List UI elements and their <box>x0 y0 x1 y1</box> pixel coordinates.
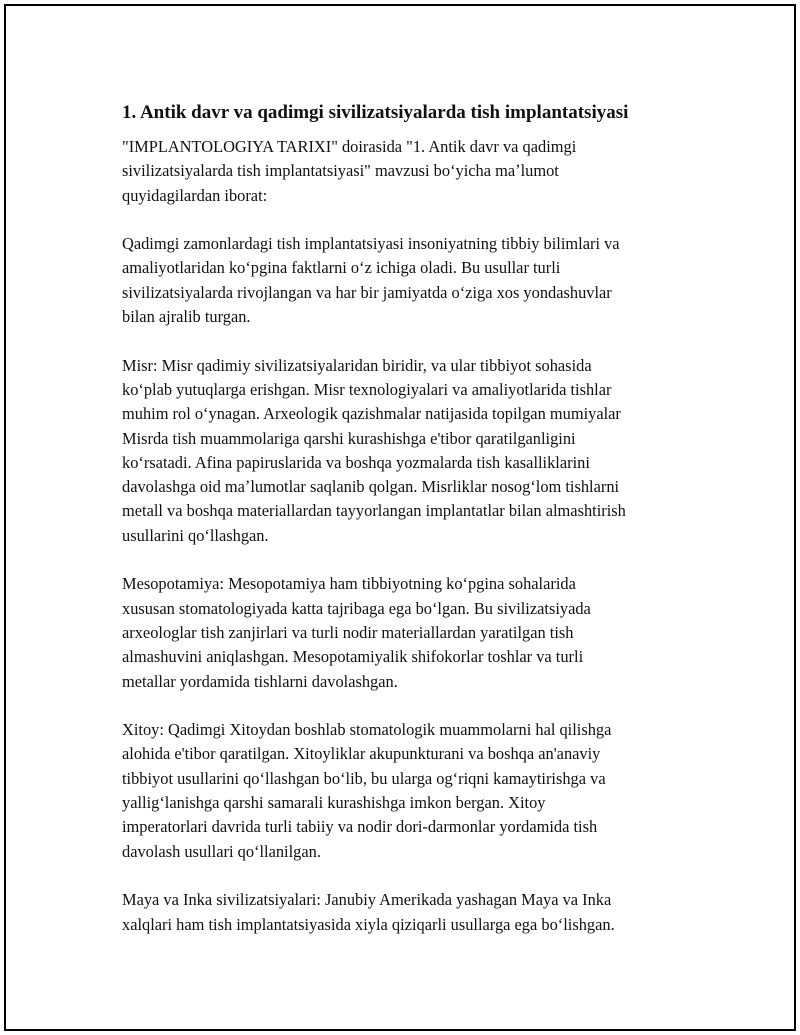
text-line: bilan ajralib turgan. <box>122 307 251 327</box>
text-line: amaliyotlaridan koʻpgina faktlarni oʻz ichiga oladi. Bu usullar turli <box>122 258 561 278</box>
text-line: imperatorlari davrida turli tabiiy va nodir dori-darmonlar yordamida tish <box>122 817 598 837</box>
text-line: arxeologlar tish zanjirlari va turli nodir materiallardan yaratilgan tish <box>122 622 574 642</box>
paragraph-egypt <box>120 354 690 548</box>
text-line: alohida e'tibor qaratilgan. Xitoyliklar akupunkturani va boshqa an'anaviy <box>122 744 601 764</box>
paragraph-china <box>120 718 690 864</box>
text-line: almashuvini aniqlashgan. Mesopotamiyalik shifokorlar toshlar va turli <box>122 647 584 667</box>
text-line: muhim rol oʻynagan. Arxeologik qazishmalar natijasida topilgan mumiyalar <box>122 404 621 424</box>
text-line: tibbiyot usullarini qoʻllashgan boʻlib, bu ularga ogʻriqni kamaytirishga va <box>122 768 606 788</box>
text-line: Qadimgi zamonlardagi tish implantatsiyasi insoniyatning tibbiy bilimlari va <box>122 234 620 254</box>
document-title: 1. Antik davr va qadimgi sivilizatsiyalarda tish implantatsiyasi <box>122 102 629 123</box>
paragraph-overview <box>120 232 690 329</box>
text-line: metall va boshqa materiallardan tayyorlangan implantatlar bilan almashtirish <box>122 501 626 521</box>
text-line: koʻplab yutuqlarga erishgan. Misr texnologiyalari va amaliyotlarida tishlar <box>122 379 612 399</box>
text-line: Maya va Inka sivilizatsiyalari: Janubiy Amerikada yashagan Maya va Inka <box>122 890 612 910</box>
text-line: koʻrsatadi. Afina papiruslarida va boshqa yozmalarda tish kasalliklarini <box>122 452 590 472</box>
document-body <box>120 100 690 961</box>
text-line: yalligʻlanishga qarshi samarali kurashishga imkon bergan. Xitoy <box>122 793 546 813</box>
text-line: quyidagilardan iborat: <box>122 185 268 205</box>
page-frame <box>4 4 796 1031</box>
paragraph-maya-inca <box>120 888 690 937</box>
text-line: davolashga oid maʼlumotlar saqlanib qolgan. Misrliklar nosogʻlom tishlarni <box>122 477 620 497</box>
text-line: metallar yordamida tishlarni davolashgan. <box>122 671 398 691</box>
text-line: usullarini qoʻllashgan. <box>122 525 269 545</box>
text-line: davolash usullari qoʻllanilgan. <box>122 841 321 861</box>
paragraph-intro <box>120 135 690 208</box>
text-line: Xitoy: Qadimgi Xitoydan boshlab stomatologik muammolarni hal qilishga <box>122 720 612 740</box>
text-line: sivilizatsiyalarda tish implantatsiyasi" mavzusi boʻyicha maʼlumot <box>122 161 559 181</box>
text-line: Misr: Misr qadimiy sivilizatsiyalaridan biridir, va ular tibbiyot sohasida <box>122 355 592 375</box>
text-line: Misrda tish muammolariga qarshi kurashishga e'tibor qaratilganligini <box>122 428 576 448</box>
text-line: sivilizatsiyalarda rivojlangan va har bir jamiyatda oʻziga xos yondashuvlar <box>122 282 612 302</box>
paragraph-mesopotamia <box>120 572 690 693</box>
text-line: "IMPLANTOLOGIYA TARIXI" doirasida "1. Antik davr va qadimgi <box>122 137 577 156</box>
text-line: Mesopotamiya: Mesopotamiya ham tibbiyotning koʻpgina sohalarida <box>122 574 576 594</box>
text-line: xususan stomatologiyada katta tajribaga ega boʻlgan. Bu sivilizatsiyada <box>122 598 591 618</box>
text-line: xalqlari ham tish implantatsiyasida xiyla qiziqarli usullarga ega boʻlishgan. <box>122 914 615 934</box>
